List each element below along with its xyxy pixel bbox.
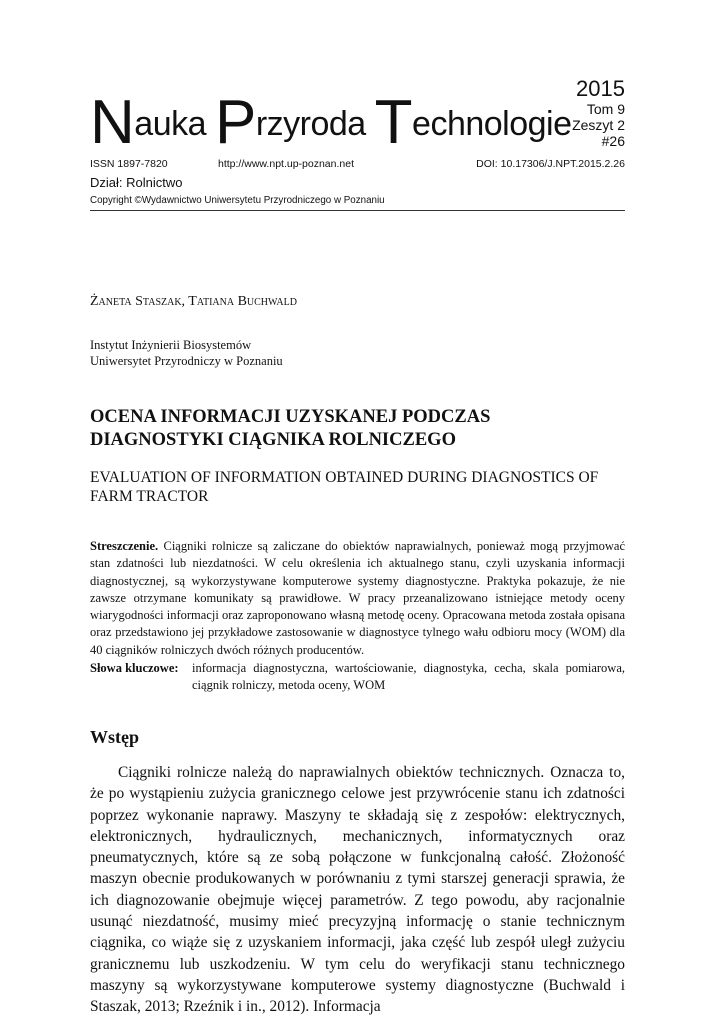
title-polish: OCENA INFORMACJI UZYSKANEJ PODCZAS DIAGNOSTYKI CIĄGNIKA ROLNICZEGO	[90, 407, 491, 450]
abstract	[90, 538, 625, 659]
header-divider	[90, 210, 625, 211]
affiliation-university: Uniwersytet Przyrodniczy w Poznaniu	[90, 354, 283, 368]
affiliation	[90, 337, 283, 369]
intro-paragraph: Ciągniki rolnicze należą do naprawialnych obiektów technicznych. Oznacza to, że po wystąpieniu zużycia granicznego celowe jest przywrócenie stanu ich zdatności poprzez wykonanie naprawy. Maszyny te składają się z zespołów: elektrycznych, elektronicznych, hydraulicznych, mechanicznych, informatycznych oraz pneumatycznych, które są ze sobą połączone w funkcjonalną całość. Złożoność maszyn obecnie produkowanych w porównaniu z tymi starszej generacji sprawia, że ich diagnozowanie obejmuje więcej parametrów. Z tego powodu, aby racjonalnie usunąć niezdatność, musimy mieć precyzyjną informację o stanie technicznym ciągnika, co wiąże się z uzyskaniem informacji, jaka część lub zespół uległ zużyciu granicznemu lub uszkodzeniu. W tym celu do weryfikacji stanu technicznego maszyny są wykorzystywane komputerowe systemy diagnostyczne (Buchwald i Staszak, 2013; Rzeźnik i in., 2012). Informacja	[90, 764, 625, 1016]
section-heading-intro: Wstęp	[90, 727, 139, 747]
issn: ISSN 1897-7820	[90, 158, 168, 170]
abstract-text: Ciągniki rolnicze są zaliczane do obiektów naprawialnych, ponieważ mogą przyjmować stan zdatności lub niezdatności. W celu określenia ich aktualnego stanu, czyli uzyskania informacji diagnostycznej, są wykorzystywane komputerowe systemy diagnostyczne. Praktyka pokazuje, że nie zawsze otrzymane komunikaty są prawidłowe. W pracy przeanalizowano istniejące metody oceny wiarygodności informacji oraz zaproponowano własną metodę oceny. Opracowana metoda została opisana oraz przedstawiono jej przykładowe zastosowanie w diagnostyce tylnego wału odbioru mocy (WOM) dla 40 ciągników rolniczych dwóch różnych producentów.	[90, 539, 626, 657]
keywords-text: informacja diagnostyczna, wartościowanie, diagnostyka, cecha, skala pomiarowa, ciągnik rolniczy, metoda oceny, WOM	[192, 661, 625, 693]
abstract-label: Streszczenie.	[90, 539, 159, 553]
issue-number: Zeszyt 2	[572, 117, 625, 134]
journal-title-part-auka: auka	[134, 105, 207, 143]
keywords	[90, 660, 625, 695]
authors: Żaneta Staszak, Tatiana Buchwald	[90, 294, 297, 309]
journal-title-part-echnologie: echnologie	[412, 105, 572, 143]
journal-title	[90, 84, 572, 157]
doi[interactable]: DOI: 10.17306/J.NPT.2015.2.26	[476, 158, 625, 170]
issue-volume: Tom 9	[586, 101, 625, 118]
copyright: Copyright ©Wydawnictwo Uniwersytetu Przyrodniczego w Poznaniu	[90, 195, 385, 206]
journal-title-initial-t: T	[374, 88, 413, 157]
journal-title-part-rzyroda: rzyroda	[255, 105, 366, 143]
journal-title-initial-p: P	[214, 88, 256, 157]
article-number: #26	[601, 133, 625, 150]
title-english: EVALUATION OF INFORMATION OBTAINED DURING DIAGNOSTICS OF FARM TRACTOR	[90, 469, 599, 505]
meta-row	[90, 158, 625, 172]
keywords-label: Słowa kluczowe:	[90, 661, 179, 675]
journal-url[interactable]: http://www.npt.up-poznan.net	[218, 158, 355, 170]
issue-year: 2015	[576, 76, 625, 101]
issue-info	[572, 76, 625, 150]
affiliation-institute: Instytut Inżynierii Biosystemów	[90, 338, 252, 352]
journal-title-initial-n: N	[90, 88, 135, 157]
section-label: Dział: Rolnictwo	[90, 175, 183, 190]
